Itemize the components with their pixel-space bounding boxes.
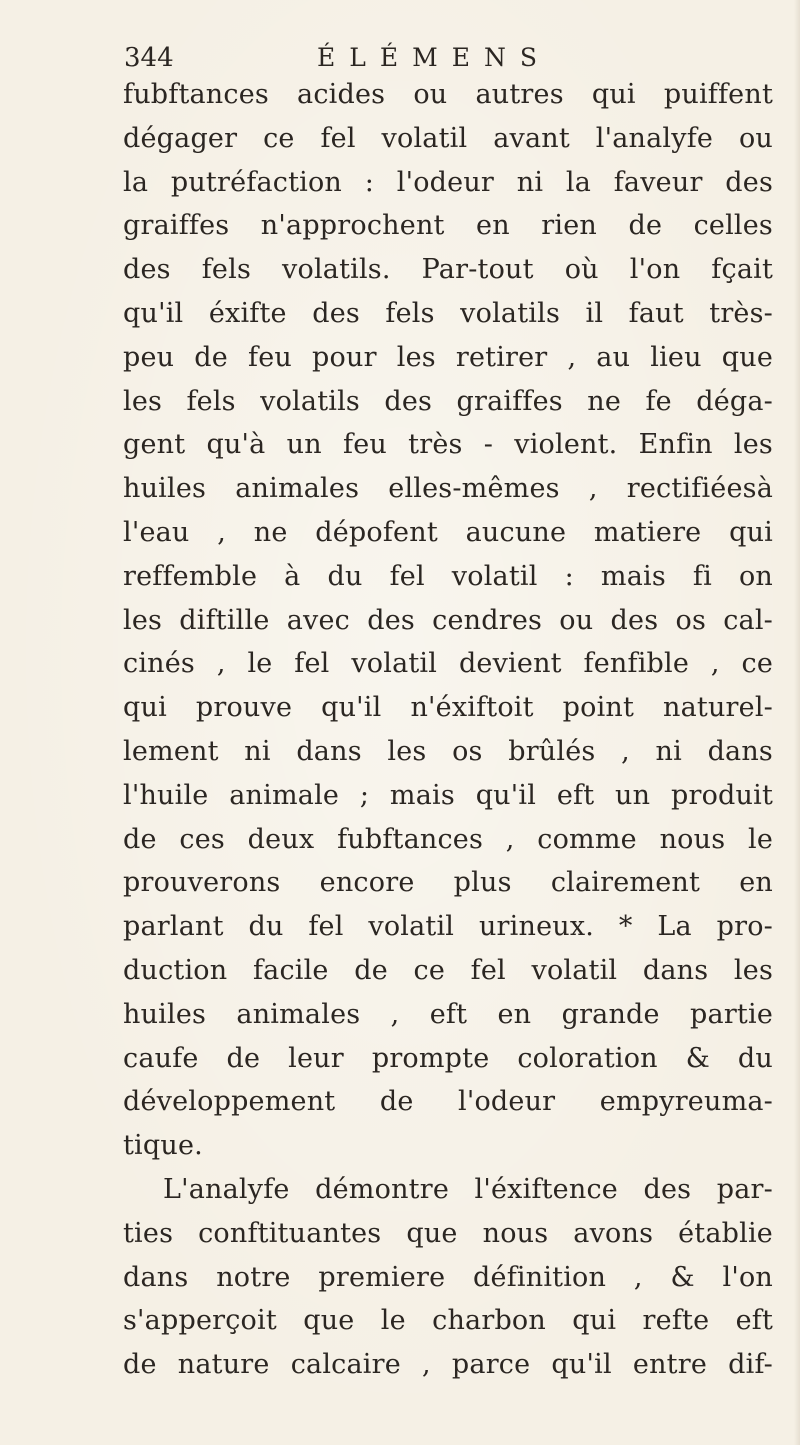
body-text <box>123 73 773 1387</box>
paragraph-start-line: L'analyfe démontre l'éxiftence des par- <box>163 1173 773 1205</box>
text-line: huiles animales elles-mêmes , rectifiéesà <box>123 473 773 505</box>
text-line: de nature calcaire , parce qu'il entre dif- <box>123 1349 773 1381</box>
text-line: l'huile animale ; mais qu'il eft un produit <box>123 779 773 811</box>
text-line: caufe de leur prompte coloration & du <box>123 1042 773 1074</box>
text-line: gent qu'à un feu très - violent. Enfin les <box>123 429 773 461</box>
text-line: ties conftituantes que nous avons établie <box>123 1217 773 1249</box>
text-line: graiffes n'approchent en rien de celles <box>123 210 773 242</box>
page-number: 344 <box>124 43 174 73</box>
text-line: dégager ce fel volatil avant l'analyfe ou <box>123 122 773 154</box>
text-line: lement ni dans les os brûlés , ni dans <box>123 735 773 767</box>
text-line: prouverons encore plus clairement en <box>123 867 773 899</box>
page-header <box>124 38 604 78</box>
page-edge-shadow <box>794 0 800 1445</box>
text-line: parlant du fel volatil urineux. * La pro- <box>123 911 773 943</box>
text-line: cinés , le fel volatil devient fenfible , ce <box>123 648 773 680</box>
text-line: peu de feu pour les retirer , au lieu que <box>123 341 773 373</box>
text-line: l'eau , ne dépofent aucune matiere qui <box>123 516 773 548</box>
text-line: qu'il éxifte des fels volatils il faut très- <box>123 297 773 329</box>
text-line: tique. <box>123 1130 203 1162</box>
text-line: développement de l'odeur empyreuma- <box>123 1086 773 1118</box>
text-line: de ces deux fubftances , comme nous le <box>123 823 773 855</box>
text-line: huiles animales , eft en grande partie <box>123 998 773 1030</box>
text-line: s'apperçoit que le charbon qui refte eft <box>123 1305 773 1337</box>
text-line: la putréfaction : l'odeur ni la faveur des <box>123 166 773 198</box>
text-line: duction facile de ce fel volatil dans les <box>123 954 773 986</box>
text-line: qui prouve qu'il n'éxiftoit point naturel- <box>123 692 773 724</box>
text-line: reffemble à du fel volatil : mais fi on <box>123 560 773 592</box>
running-title: ÉLÉMENS <box>317 43 551 72</box>
text-line: fubftances acides ou autres qui puiffent <box>123 79 773 110</box>
text-line: dans notre premiere définition , & l'on <box>123 1261 773 1293</box>
text-line: des fels volatils. Par-tout où l'on fçait <box>123 254 773 286</box>
text-line: les fels volatils des graiffes ne fe déga- <box>123 385 773 417</box>
text-line: les diftille avec des cendres ou des os cal- <box>123 604 773 636</box>
